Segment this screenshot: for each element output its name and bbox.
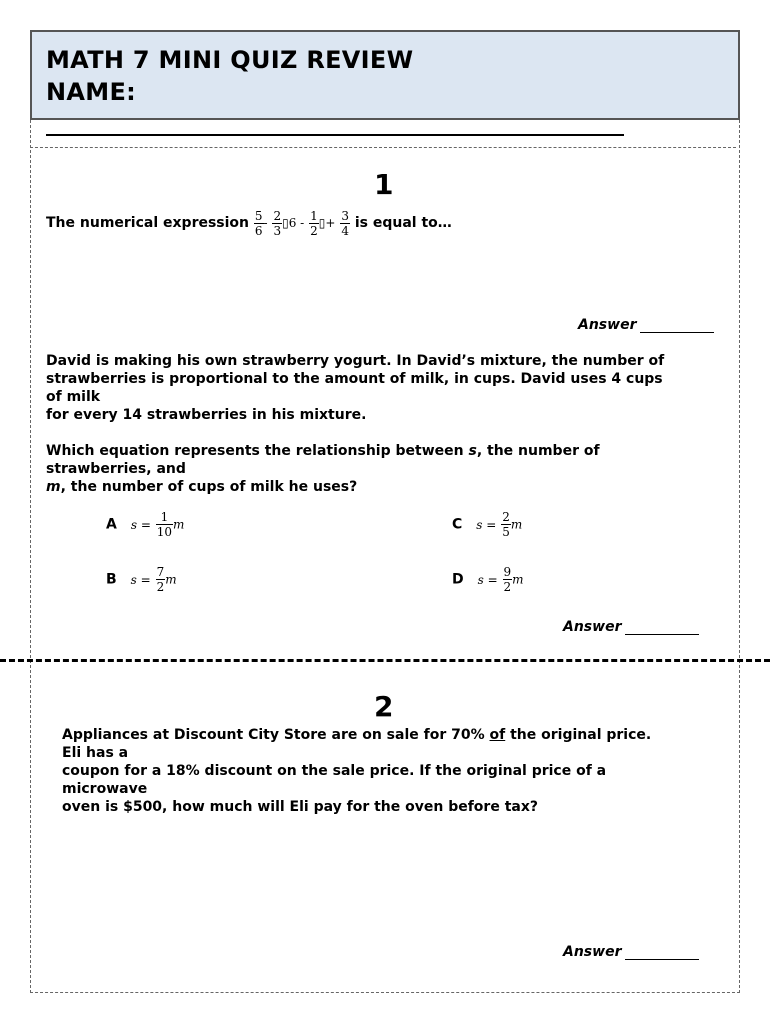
option-a[interactable]: A s = $\frac{1}{10}$ m [106, 510, 185, 539]
header-box [30, 30, 740, 120]
answer-line[interactable]: Answer [578, 317, 714, 333]
question-number: 2 [374, 690, 394, 723]
answer-blank[interactable] [640, 318, 714, 333]
section-divider [30, 147, 736, 148]
fraction: $\frac{1}{2}$ [310, 208, 318, 238]
name-line [46, 134, 624, 136]
answer-blank[interactable] [625, 620, 699, 635]
discount-question: Appliances at Discount City Store are on sale for 70% of the original price. Eli has a coupon for a 18% discount on the sale price. If the original price of a microwave oven is $500, how much will Eli pay for the oven before tax? [62, 727, 652, 815]
expression-suffix: is equal to… [354, 215, 452, 231]
option-c[interactable]: C s = $\frac{2}{5}$ m [452, 510, 523, 539]
option-d[interactable]: D s = $\frac{9}{2}$ m [452, 565, 524, 594]
fraction: $\frac{3}{4}$ [341, 208, 349, 238]
expression-question: The numerical expression $\frac{5}{6}$ - $\frac{2}{3}$ ▯6 - $\frac{1}{2}$ ▯+ $\frac{3}{4}$ is equal to… [46, 208, 452, 238]
answer-line[interactable]: Answer [563, 944, 699, 960]
expression-prefix: The numerical expression [46, 215, 250, 231]
strawberry-question: David is making his own strawberry yogurt. In David’s mixture, the number of strawberries is proportional to the amount of milk, in cups. David uses 4 cups of milk for every 14 strawberries in his mixture. Which equation represents the relationship between s, the number of strawberries, and m, the number of cups of milk he uses? [46, 353, 665, 495]
fraction: $\frac{5}{6}$ [254, 208, 263, 238]
question-separator [0, 659, 770, 662]
answer-blank[interactable] [625, 945, 699, 960]
question-number: 1 [374, 168, 394, 201]
fraction: $\frac{2}{3}$ [273, 208, 282, 238]
page-title: MATH 7 MINI QUIZ REVIEW [46, 46, 414, 74]
option-b[interactable]: B s = $\frac{7}{2}$ m [106, 565, 177, 594]
answer-line[interactable]: Answer [563, 619, 699, 635]
name-label: NAME: [46, 78, 137, 106]
